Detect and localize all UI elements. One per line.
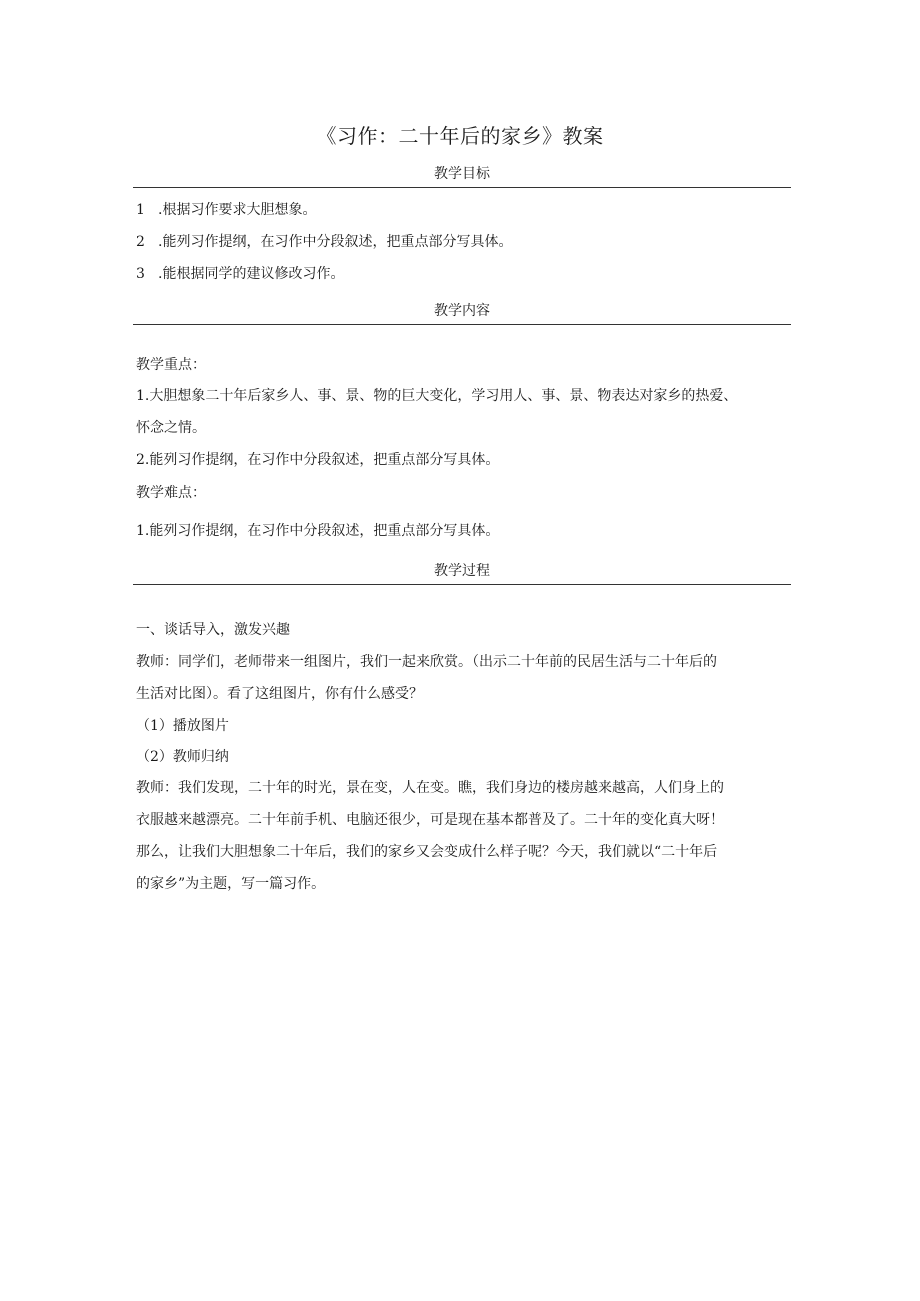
process-line: 教师：我们发现，二十年的时光，景在变，人在变。瞧，我们身边的楼房越来越高，人们身上的	[136, 780, 724, 796]
objective-text: .根据习作要求大胆想象。	[158, 202, 317, 218]
objective-text: .能根据同学的建议修改习作。	[158, 266, 345, 282]
key-points-label: 教学重点：	[136, 357, 206, 373]
process-line: 生活对比图）。看了这组图片，你有什么感受？	[136, 686, 423, 702]
process-line: 教师：同学们，老师带来一组图片，我们一起来欣赏。（出示二十年前的民居生活与二十年后的	[136, 654, 717, 670]
process-line: 衣服越来越漂亮。二十年前手机、电脑还很少，可是现在基本都普及了。二十年的变化真大呀！	[136, 812, 724, 828]
difficult-points-label: 教学难点：	[136, 485, 206, 501]
process-line: 一、谈话导入，激发兴趣	[136, 622, 290, 638]
process-line: （1）播放图片	[136, 718, 229, 734]
content-heading: 教学内容	[133, 301, 791, 325]
document-title: 《习作：二十年后的家乡》教案	[316, 124, 604, 148]
key-point-line: 2.能列习作提纲，在习作中分段叙述，把重点部分写具体。	[136, 452, 500, 468]
process-heading: 教学过程	[133, 561, 791, 585]
key-point-line: 1.大胆想象二十年后家乡人、事、景、物的巨大变化，学习用人、事、景、物表达对家乡的热爱、	[136, 388, 738, 404]
difficult-point-line: 1.能列习作提纲，在习作中分段叙述，把重点部分写具体。	[136, 523, 500, 539]
objective-item-1	[136, 200, 316, 220]
objective-item-3	[136, 264, 344, 284]
objective-number: 2	[136, 234, 145, 250]
objective-item-2	[136, 232, 512, 252]
process-line: 的家乡”为主题，写一篇习作。	[136, 876, 326, 892]
objective-text: .能列习作提纲，在习作中分段叙述，把重点部分写具体。	[158, 234, 513, 250]
process-line: 那么，让我们大胆想象二十年后，我们的家乡又会变成什么样子呢？今天，我们就以“二十年后	[136, 844, 718, 860]
key-point-line: 怀念之情。	[136, 420, 206, 436]
process-line: （2）教师归纳	[136, 749, 229, 765]
objective-number: 3	[136, 266, 145, 282]
objective-number: 1	[136, 202, 145, 218]
objectives-heading: 教学目标	[133, 164, 791, 188]
